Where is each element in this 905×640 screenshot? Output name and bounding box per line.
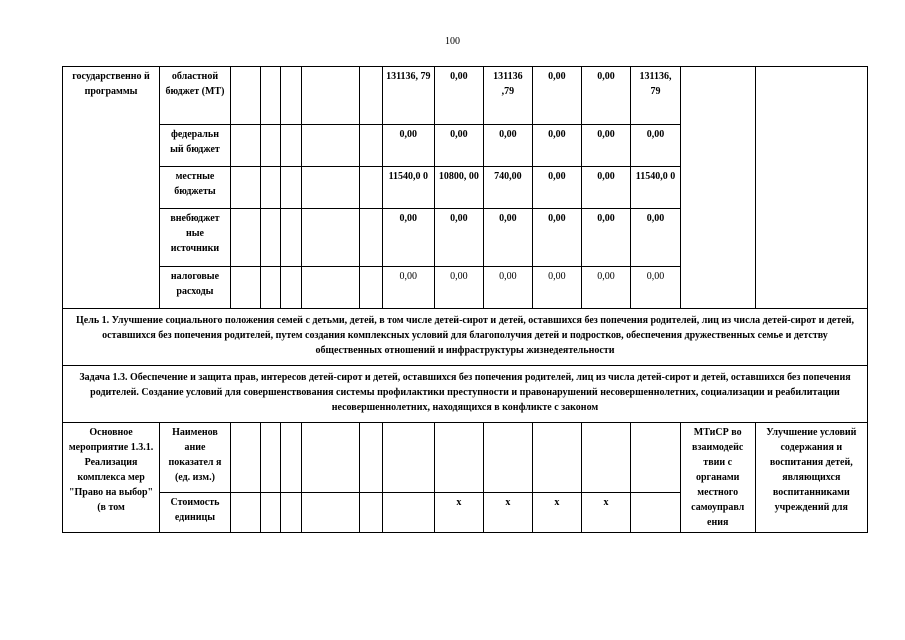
value-cell: 0,00 — [533, 125, 582, 167]
source-label: налоговые расходы — [160, 267, 231, 309]
cost-mark: х — [533, 493, 582, 533]
value-cell: 131136, 79 — [382, 67, 435, 125]
value-cell: 0,00 — [581, 125, 631, 167]
value-cell: 0,00 — [435, 209, 484, 267]
value-cell: 0,00 — [533, 209, 582, 267]
value-cell: 0,00 — [483, 209, 533, 267]
value-cell: 0,00 — [435, 125, 484, 167]
value-cell: 11540,0 0 — [631, 167, 681, 209]
value-cell: 11540,0 0 — [382, 167, 435, 209]
cost-label: Стоимость единицы — [160, 493, 231, 533]
value-cell: 0,00 — [483, 125, 533, 167]
source-label: внебюджет ные источники — [160, 209, 231, 267]
task-text: Задача 1.3. Обеспечение и защита прав, интересов детей-сирот и детей, оставшихся без попечения родителей, лиц из числа детей-сирот и детей, оставшихся без попечения родителей. Создание условий для совершенствования системы профилактики преступности и правонарушений несовершеннолетних, социализации и реабилитации несовершеннолетних, находящихся в конфликте с законом — [63, 366, 868, 423]
value-cell: 0,00 — [382, 125, 435, 167]
result-label: Улучшение условий содержания и воспитания детей, являющихся воспитанниками учреждений для — [755, 423, 867, 533]
program-label: государственно й программы — [63, 67, 160, 309]
value-cell: 0,00 — [533, 67, 582, 125]
value-cell: 0,00 — [581, 267, 631, 309]
source-label: областной бюджет (МТ) — [160, 67, 231, 125]
source-label: федеральн ый бюджет — [160, 125, 231, 167]
cost-mark: х — [581, 493, 631, 533]
source-label: местные бюджеты — [160, 167, 231, 209]
value-cell: 740,00 — [483, 167, 533, 209]
value-cell: 0,00 — [382, 267, 435, 309]
value-cell: 0,00 — [631, 267, 681, 309]
value-cell: 131136, 79 — [631, 67, 681, 125]
program-table — [62, 66, 868, 533]
measure-label: Основное мероприятие 1.3.1. Реализация комплекса мер "Право на выбор" (в том — [63, 423, 160, 533]
value-cell: 0,00 — [581, 67, 631, 125]
value-cell: 0,00 — [581, 209, 631, 267]
row-regional-budget — [63, 67, 868, 125]
value-cell: 0,00 — [435, 267, 484, 309]
page-number: 100 — [445, 36, 460, 47]
row-measure-indicator — [63, 423, 868, 493]
row-task — [63, 366, 868, 423]
goal-text: Цель 1. Улучшение социального положения семей с детьми, детей, в том числе детей-сирот и детей, оставшихся без попечения родителей, лиц из числа детей-сирот и детей, оставшихся без попечения родителей, путем создания комплексных условий для благополучия детей и подростков, обеспечения дружественных семье и детству общественных отношений и инфраструктуры жизнедеятельности — [63, 309, 868, 366]
cost-mark: х — [483, 493, 533, 533]
row-goal — [63, 309, 868, 366]
value-cell: 0,00 — [533, 167, 582, 209]
indicator-label: Наименов ание показател я (ед. изм.) — [160, 423, 231, 493]
value-cell: 10800, 00 — [435, 167, 484, 209]
value-cell: 0,00 — [533, 267, 582, 309]
value-cell: 0,00 — [631, 125, 681, 167]
value-cell: 0,00 — [435, 67, 484, 125]
value-cell: 0,00 — [581, 167, 631, 209]
executor-label: МТиСР во взаимодейс твии с органами местного самоуправл ения — [680, 423, 755, 533]
cost-mark: х — [435, 493, 484, 533]
value-cell: 131136 ,79 — [483, 67, 533, 125]
value-cell: 0,00 — [382, 209, 435, 267]
value-cell: 0,00 — [631, 209, 681, 267]
value-cell: 0,00 — [483, 267, 533, 309]
